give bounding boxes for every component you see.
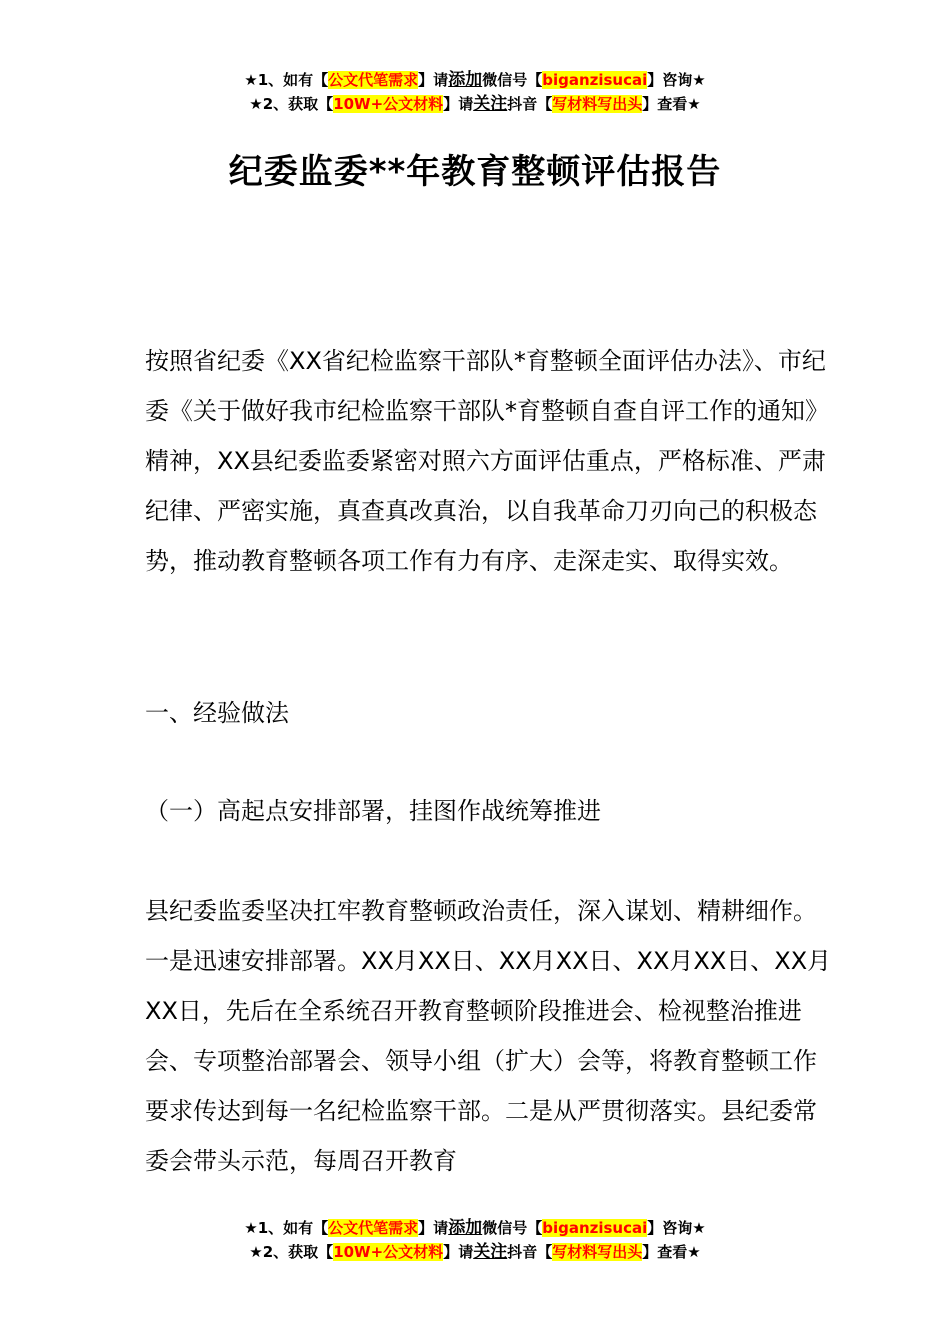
banner-emphasis: 添加	[448, 1218, 483, 1238]
banner-line-2	[0, 92, 950, 116]
banner-text: 】查看★	[642, 1243, 701, 1261]
banner-highlight: 公文代笔需求	[328, 1219, 419, 1237]
banner-highlight: 写材料写出头	[552, 1243, 643, 1261]
body-paragraph-1	[145, 336, 835, 586]
banner-text: 】请	[443, 1243, 474, 1261]
banner-text: 抖音【	[507, 95, 553, 113]
banner-highlight: 10W+公文材料	[333, 1243, 444, 1261]
banner-text: 】请	[443, 95, 474, 113]
banner-text: 】请	[418, 1219, 449, 1237]
banner-highlight: 写材料写出头	[552, 95, 643, 113]
banner-highlight: 公文代笔需求	[328, 71, 419, 89]
body-paragraph-2	[145, 886, 835, 1186]
heading-text: 一、经验做法	[145, 699, 289, 727]
document-title: 纪委监委**年教育整顿评估报告	[228, 152, 722, 192]
banner-text: 】查看★	[642, 95, 701, 113]
banner-text: ★1、如有【	[244, 71, 329, 89]
section-heading	[145, 688, 835, 738]
paragraph-text: 按照省纪委《XX省纪检监察干部队*育整顿全面评估办法》、市纪委《关于做好我市纪检监察干部队*育整顿自查自评工作的通知》精神，XX县纪委监委紧密对照六方面评估重点，严格标准、严肃纪律、严密实施，真查真改真治，以自我革命刀刃向己的积极态势，推动教育整顿各项工作有力有序、走深走实、取得实效。	[145, 347, 829, 575]
footer-banner	[0, 1216, 950, 1264]
banner-emphasis: 关注	[473, 94, 508, 114]
banner-highlight: 10W+公文材料	[333, 95, 444, 113]
heading-text: （一）高起点安排部署，挂图作战统筹推进	[145, 797, 601, 825]
banner-text: ★1、如有【	[244, 1219, 329, 1237]
banner-text: 】请	[418, 71, 449, 89]
banner-text: ★2、获取【	[249, 95, 334, 113]
banner-emphasis: 添加	[448, 70, 483, 90]
banner-text: 】咨询★	[647, 1219, 706, 1237]
subsection-heading	[145, 786, 835, 836]
banner-text: 】咨询★	[647, 71, 706, 89]
banner-highlight: biganzisucai	[542, 71, 648, 89]
banner-line-2	[0, 1240, 950, 1264]
banner-text: 微信号【	[482, 1219, 543, 1237]
banner-line-1	[0, 1216, 950, 1240]
banner-line-1	[0, 68, 950, 92]
banner-highlight: biganzisucai	[542, 1219, 648, 1237]
banner-text: 抖音【	[507, 1243, 553, 1261]
banner-text: ★2、获取【	[249, 1243, 334, 1261]
banner-text: 微信号【	[482, 71, 543, 89]
banner-emphasis: 关注	[473, 1242, 508, 1262]
paragraph-text: 县纪委监委坚决扛牢教育整顿政治责任，深入谋划、精耕细作。一是迅速安排部署。XX月XX日、XX月XX日、XX月XX日、XX月XX日，先后在全系统召开教育整顿阶段推进会、检视整治推进会、专项整治部署会、领导小组（扩大）会等，将教育整顿工作要求传达到每一名纪检监察干部。二是从严贯彻落实。县纪委常委会带头示范，每周召开教育	[145, 897, 832, 1175]
header-banner	[0, 68, 950, 116]
